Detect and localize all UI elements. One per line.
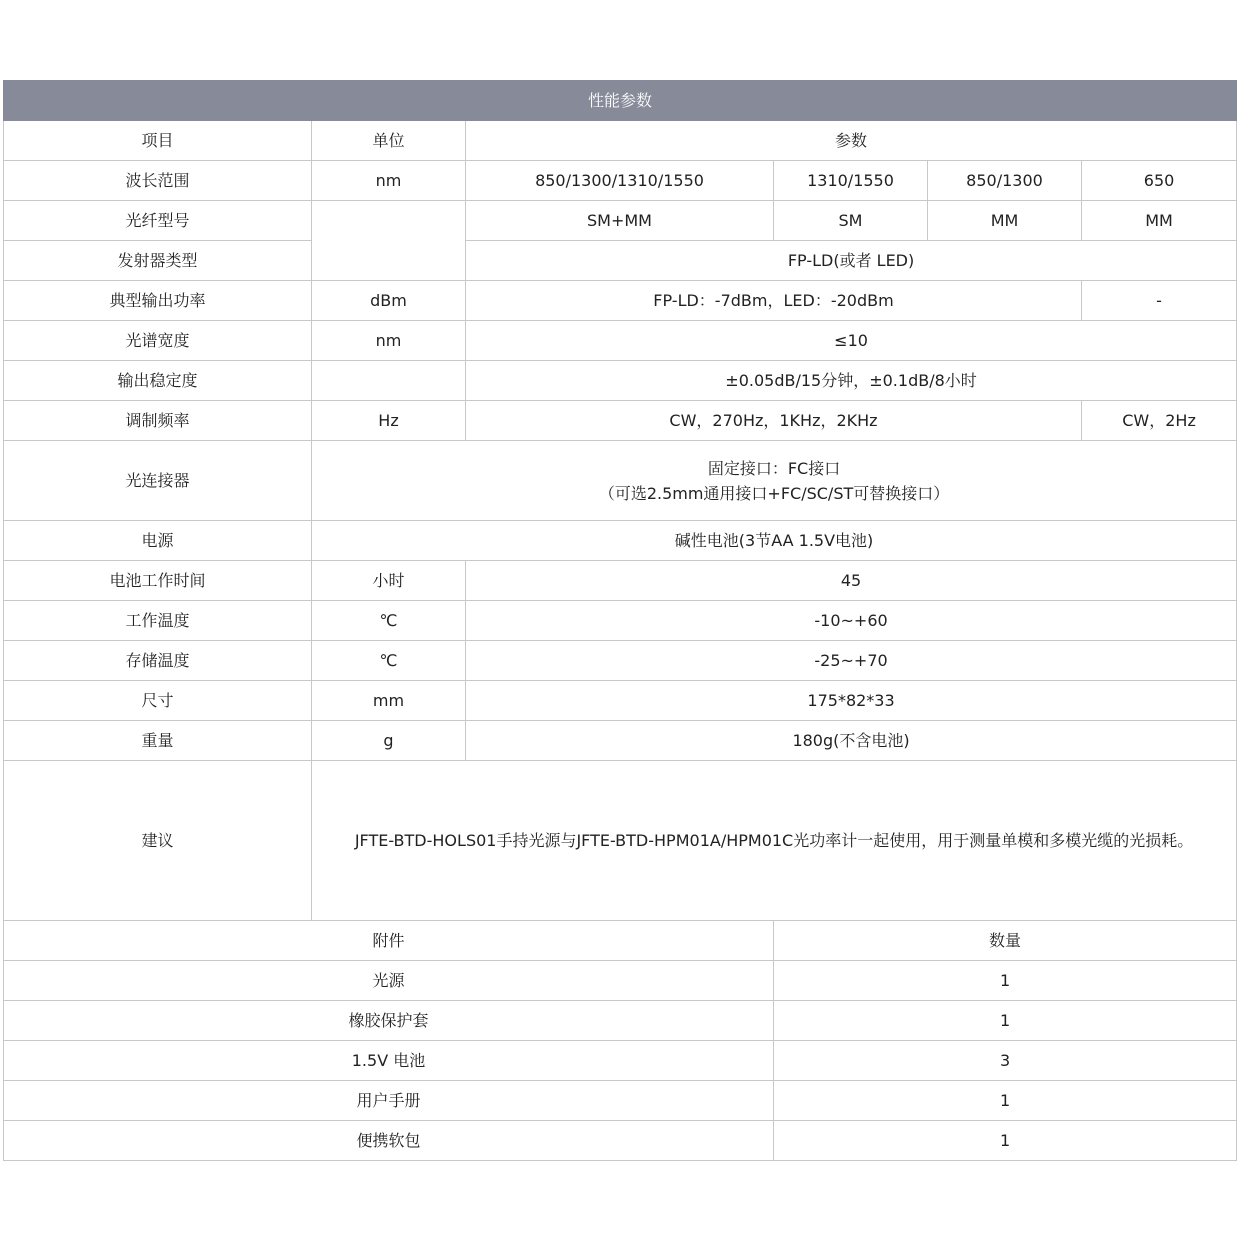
stability-unit <box>312 361 466 401</box>
row-power-supply <box>4 521 1237 561</box>
accessory-qty: 3 <box>774 1041 1237 1081</box>
power-supply-label: 电源 <box>4 521 312 561</box>
work-temp-unit: ℃ <box>312 601 466 641</box>
wavelength-v4: 650 <box>1082 161 1237 201</box>
wavelength-unit: nm <box>312 161 466 201</box>
power-unit: dBm <box>312 281 466 321</box>
emitter-value: FP-LD(或者 LED) <box>466 241 1237 281</box>
size-unit: mm <box>312 681 466 721</box>
fiber-v4: MM <box>1082 201 1237 241</box>
fiber-label: 光纤型号 <box>4 201 312 241</box>
battery-time-value: 45 <box>466 561 1237 601</box>
power-supply-value: 碱性电池(3节AA 1.5V电池) <box>312 521 1237 561</box>
size-label: 尺寸 <box>4 681 312 721</box>
row-emitter <box>4 241 1237 281</box>
fiber-v1: SM+MM <box>466 201 774 241</box>
accessory-qty: 1 <box>774 961 1237 1001</box>
weight-label: 重量 <box>4 721 312 761</box>
row-connector <box>4 441 1237 521</box>
connector-value <box>312 441 1237 521</box>
accessories-header-item: 附件 <box>4 921 774 961</box>
modulation-v4: CW，2Hz <box>1082 401 1237 441</box>
spectral-label: 光谱宽度 <box>4 321 312 361</box>
wavelength-v1: 850/1300/1310/1550 <box>466 161 774 201</box>
row-work-temp <box>4 601 1237 641</box>
battery-time-unit: 小时 <box>312 561 466 601</box>
accessories-header-qty: 数量 <box>774 921 1237 961</box>
accessory-row <box>4 1041 1237 1081</box>
power-value: FP-LD：-7dBm，LED：-20dBm <box>466 281 1082 321</box>
fiber-v3: MM <box>928 201 1082 241</box>
accessory-name: 1.5V 电池 <box>4 1041 774 1081</box>
size-value: 175*82*33 <box>466 681 1237 721</box>
accessory-qty: 1 <box>774 1001 1237 1041</box>
row-weight <box>4 721 1237 761</box>
accessory-name: 橡胶保护套 <box>4 1001 774 1041</box>
wavelength-v3: 850/1300 <box>928 161 1082 201</box>
weight-unit: g <box>312 721 466 761</box>
row-advice <box>4 761 1237 921</box>
store-temp-value: -25~+70 <box>466 641 1237 681</box>
wavelength-label: 波长范围 <box>4 161 312 201</box>
accessory-qty: 1 <box>774 1081 1237 1121</box>
modulation-label: 调制频率 <box>4 401 312 441</box>
store-temp-label: 存储温度 <box>4 641 312 681</box>
modulation-unit: Hz <box>312 401 466 441</box>
connector-label: 光连接器 <box>4 441 312 521</box>
accessory-name: 光源 <box>4 961 774 1001</box>
header-unit: 单位 <box>312 121 466 161</box>
row-wavelength <box>4 161 1237 201</box>
stability-value: ±0.05dB/15分钟，±0.1dB/8小时 <box>466 361 1237 401</box>
accessory-name: 用户手册 <box>4 1081 774 1121</box>
row-size <box>4 681 1237 721</box>
fiber-v2: SM <box>774 201 928 241</box>
connector-line1: 固定接口：FC接口 <box>707 458 841 478</box>
work-temp-value: -10~+60 <box>466 601 1237 641</box>
accessory-qty: 1 <box>774 1121 1237 1161</box>
weight-value: 180g(不含电池) <box>466 721 1237 761</box>
advice-label: 建议 <box>4 761 312 921</box>
modulation-value: CW，270Hz，1KHz，2KHz <box>466 401 1082 441</box>
row-battery-time <box>4 561 1237 601</box>
spec-table <box>3 80 1237 1161</box>
row-modulation <box>4 401 1237 441</box>
spectral-unit: nm <box>312 321 466 361</box>
row-fiber <box>4 201 1237 241</box>
accessory-row <box>4 1001 1237 1041</box>
work-temp-label: 工作温度 <box>4 601 312 641</box>
battery-time-label: 电池工作时间 <box>4 561 312 601</box>
accessory-name: 便携软包 <box>4 1121 774 1161</box>
stability-label: 输出稳定度 <box>4 361 312 401</box>
row-stability <box>4 361 1237 401</box>
fiber-emitter-unit <box>312 201 466 281</box>
row-spectral <box>4 321 1237 361</box>
power-label: 典型输出功率 <box>4 281 312 321</box>
row-power <box>4 281 1237 321</box>
header-row <box>4 121 1237 161</box>
power-v4: - <box>1082 281 1237 321</box>
row-store-temp <box>4 641 1237 681</box>
connector-line2: （可选2.5mm通用接口+FC/SC/ST可替换接口） <box>598 483 950 503</box>
header-param: 参数 <box>466 121 1237 161</box>
table-title: 性能参数 <box>4 81 1237 121</box>
store-temp-unit: ℃ <box>312 641 466 681</box>
emitter-label: 发射器类型 <box>4 241 312 281</box>
spectral-value: ≤10 <box>466 321 1237 361</box>
title-row <box>4 81 1237 121</box>
accessory-row <box>4 1121 1237 1161</box>
header-item: 项目 <box>4 121 312 161</box>
advice-value: JFTE-BTD-HOLS01手持光源与JFTE-BTD-HPM01A/HPM01C光功率计一起使用，用于测量单模和多模光缆的光损耗。 <box>312 761 1237 921</box>
accessories-header-row <box>4 921 1237 961</box>
accessory-row <box>4 1081 1237 1121</box>
accessory-row <box>4 961 1237 1001</box>
wavelength-v2: 1310/1550 <box>774 161 928 201</box>
